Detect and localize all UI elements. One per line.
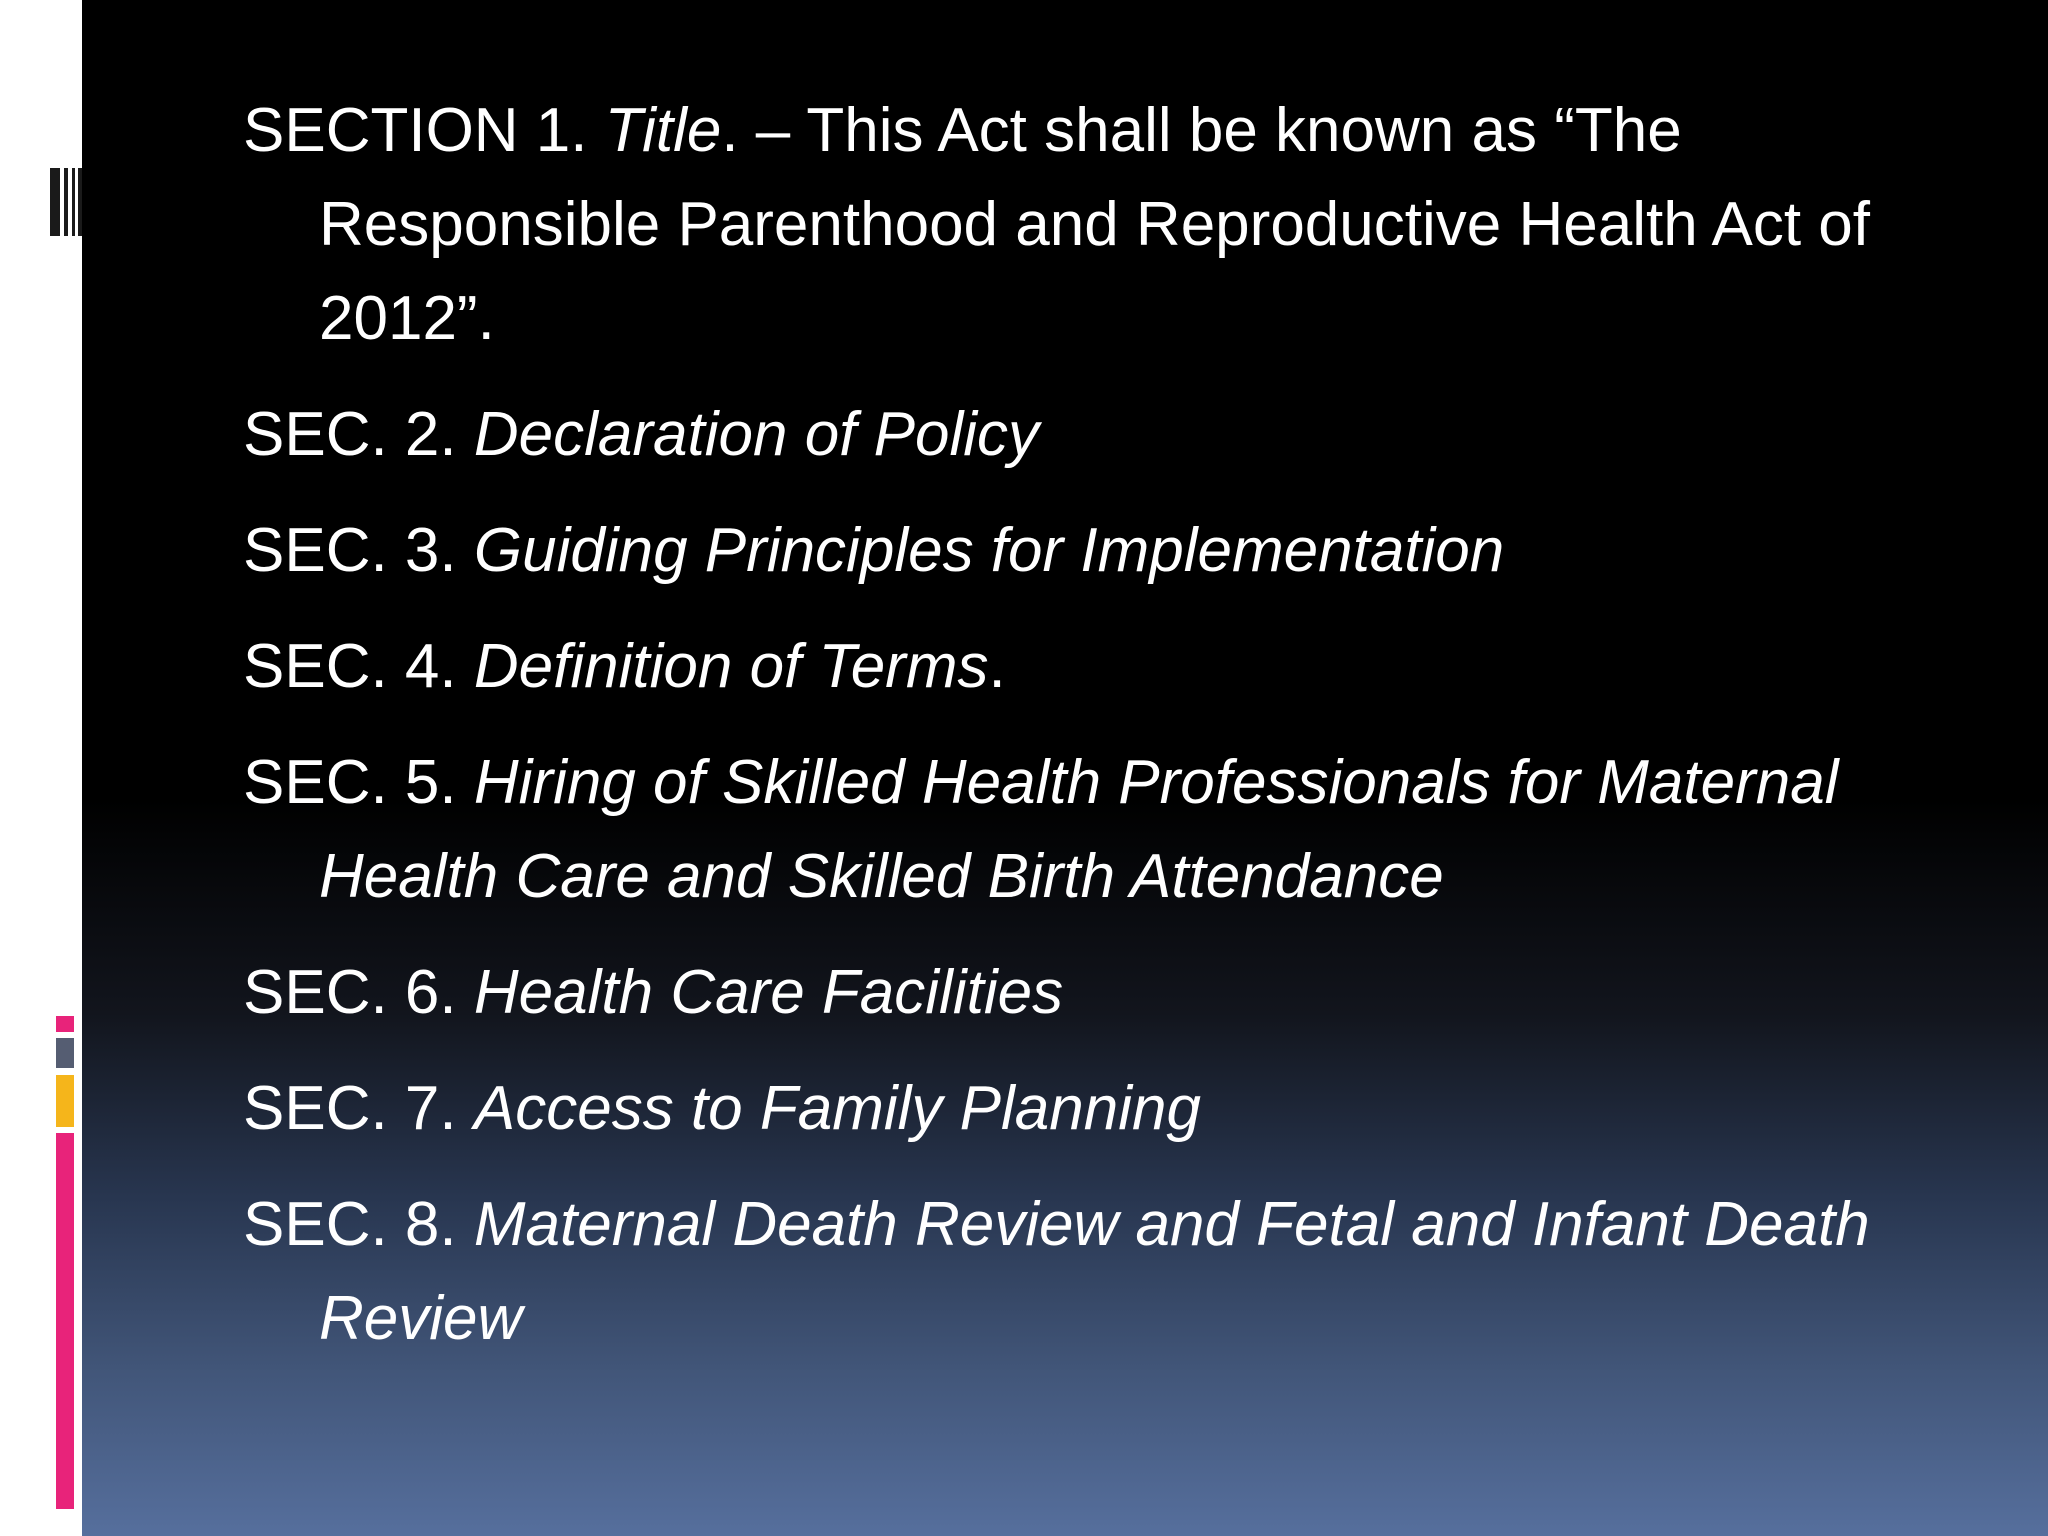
decorative-accent-pink-tall	[56, 1133, 74, 1509]
section-number: SEC. 4.	[243, 632, 474, 701]
section-text: . – This Act shall be known as “The Responsible Parenthood and Reproductive Health Act of 2012”.	[319, 96, 1870, 353]
section-number: SEC. 2.	[243, 400, 474, 469]
section-title: Hiring of Skilled Health Professionals for Maternal Health Care and Skilled Birth Attendance	[319, 748, 1839, 911]
section-item	[243, 504, 1943, 598]
decorative-bar	[78, 168, 82, 236]
decorative-accent-pink	[56, 1016, 74, 1032]
section-number: SEC. 6.	[243, 958, 474, 1027]
section-item	[243, 620, 1943, 714]
section-number: SEC. 3.	[243, 516, 474, 585]
decorative-bar	[64, 168, 68, 236]
section-number: SEC. 7.	[243, 1074, 474, 1143]
section-title: Health Care Facilities	[473, 958, 1064, 1027]
section-title: Definition of Terms	[473, 632, 989, 701]
decorative-bar	[72, 168, 75, 236]
decorative-barcode-mark	[50, 168, 82, 236]
section-item	[243, 736, 1943, 924]
section-title: Title	[604, 96, 722, 165]
section-item	[243, 1062, 1943, 1156]
section-item	[243, 388, 1943, 482]
decorative-accent-amber	[56, 1075, 74, 1127]
section-title: Maternal Death Review and Fetal and Infant Death Review	[319, 1190, 1870, 1353]
section-text: .	[988, 632, 1006, 701]
section-number: SECTION 1.	[243, 96, 605, 165]
section-title: Guiding Principles for Implementation	[473, 516, 1505, 585]
section-title: Access to Family Planning	[473, 1074, 1201, 1143]
section-item	[243, 946, 1943, 1040]
decorative-accent-gray	[56, 1038, 74, 1068]
section-number: SEC. 5.	[243, 748, 474, 817]
section-item	[243, 1178, 1943, 1366]
section-list	[243, 84, 1943, 1388]
section-number: SEC. 8.	[243, 1190, 474, 1259]
decorative-bar	[50, 168, 60, 236]
section-title: Declaration of Policy	[473, 400, 1040, 469]
section-item	[243, 84, 1943, 366]
